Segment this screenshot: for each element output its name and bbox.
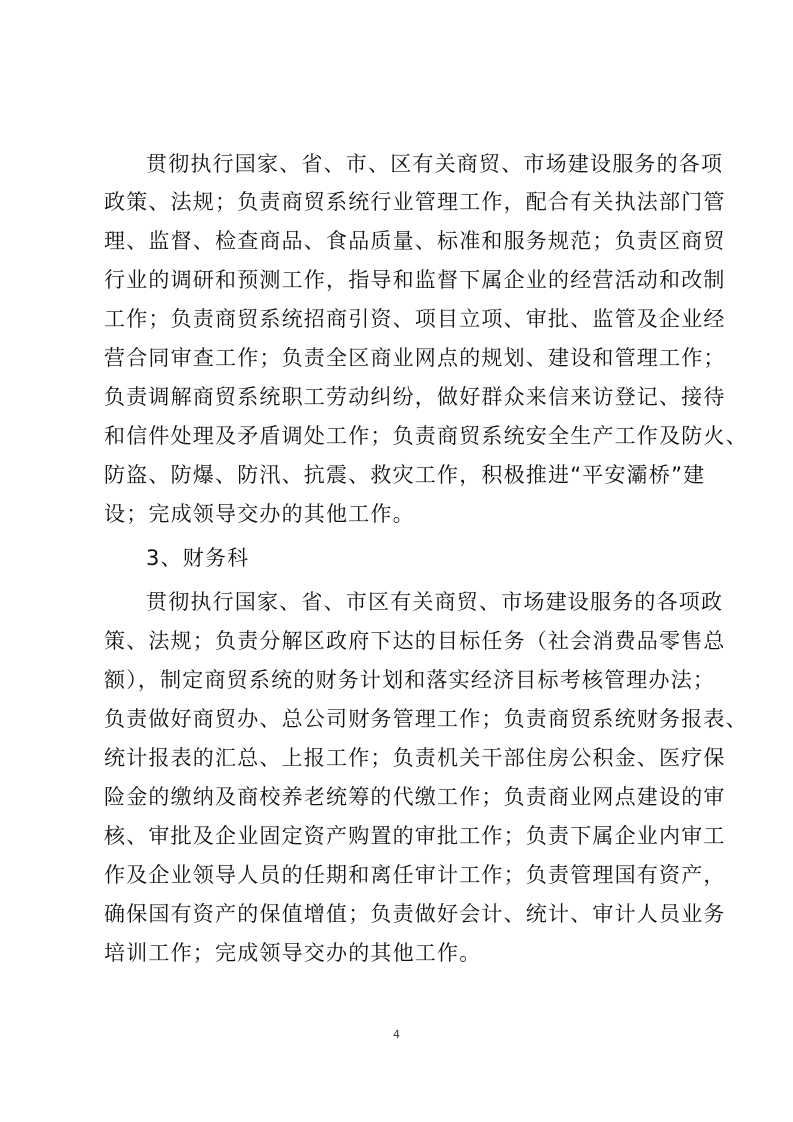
page-number: 4 <box>393 1028 400 1041</box>
paragraph-line: 核、审批及企业固定资产购置的审批工作；负责下属企业内审工 <box>104 824 726 848</box>
paragraph-line: 行业的调研和预测工作，指导和监督下属企业的经营活动和改制 <box>104 268 726 292</box>
paragraph-line: 作及企业领导人员的任期和离任审计工作；负责管理国有资产， <box>104 863 726 887</box>
paragraph-line: 额），制定商贸系统的财务计划和落实经济目标考核管理办法； <box>104 668 716 692</box>
section-heading: 3、财务科 <box>146 546 250 570</box>
paragraph-line: 负责做好商贸办、总公司财务管理工作；负责商贸系统财务报表、 <box>104 707 748 731</box>
paragraph-line: 统计报表的汇总、上报工作；负责机关干部住房公积金、医疗保 <box>104 746 726 770</box>
paragraph-line: 负责调解商贸系统职工劳动纠纷，做好群众来信来访登记、接待 <box>104 385 726 409</box>
paragraph-line: 险金的缴纳及商校养老统筹的代缴工作；负责商业网点建设的审 <box>104 785 726 809</box>
paragraph-line: 和信件处理及矛盾调处工作；负责商贸系统安全生产工作及防火、 <box>104 424 748 448</box>
paragraph-line: 理、监督、检查商品、食品质量、标准和服务规范；负责区商贸 <box>104 229 726 253</box>
paragraph-line: 确保国有资产的保值增值；负责做好会计、统计、审计人员业务 <box>104 902 726 926</box>
paragraph-line: 贯彻执行国家、省、市、区有关商贸、市场建设服务的各项 <box>146 152 724 176</box>
paragraph-line: 营合同审查工作；负责全区商业网点的规划、建设和管理工作； <box>104 346 726 370</box>
paragraph-line: 防盗、防爆、防汛、抗震、救灾工作，积极推进“平安灞桥”建 <box>104 463 706 487</box>
paragraph-line: 政策、法规；负责商贸系统行业管理工作，配合有关执法部门管 <box>104 190 726 214</box>
paragraph-line: 工作；负责商贸系统招商引资、项目立项、审批、监管及企业经 <box>104 307 726 331</box>
paragraph-line: 贯彻执行国家、省、市区有关商贸、市场建设服务的各项政 <box>146 590 724 614</box>
paragraph-line: 培训工作；完成领导交办的其他工作。 <box>104 941 482 965</box>
paragraph-line: 策、法规；负责分解区政府下达的目标任务（社会消费品零售总 <box>104 629 726 653</box>
paragraph-line: 设；完成领导交办的其他工作。 <box>104 502 415 526</box>
